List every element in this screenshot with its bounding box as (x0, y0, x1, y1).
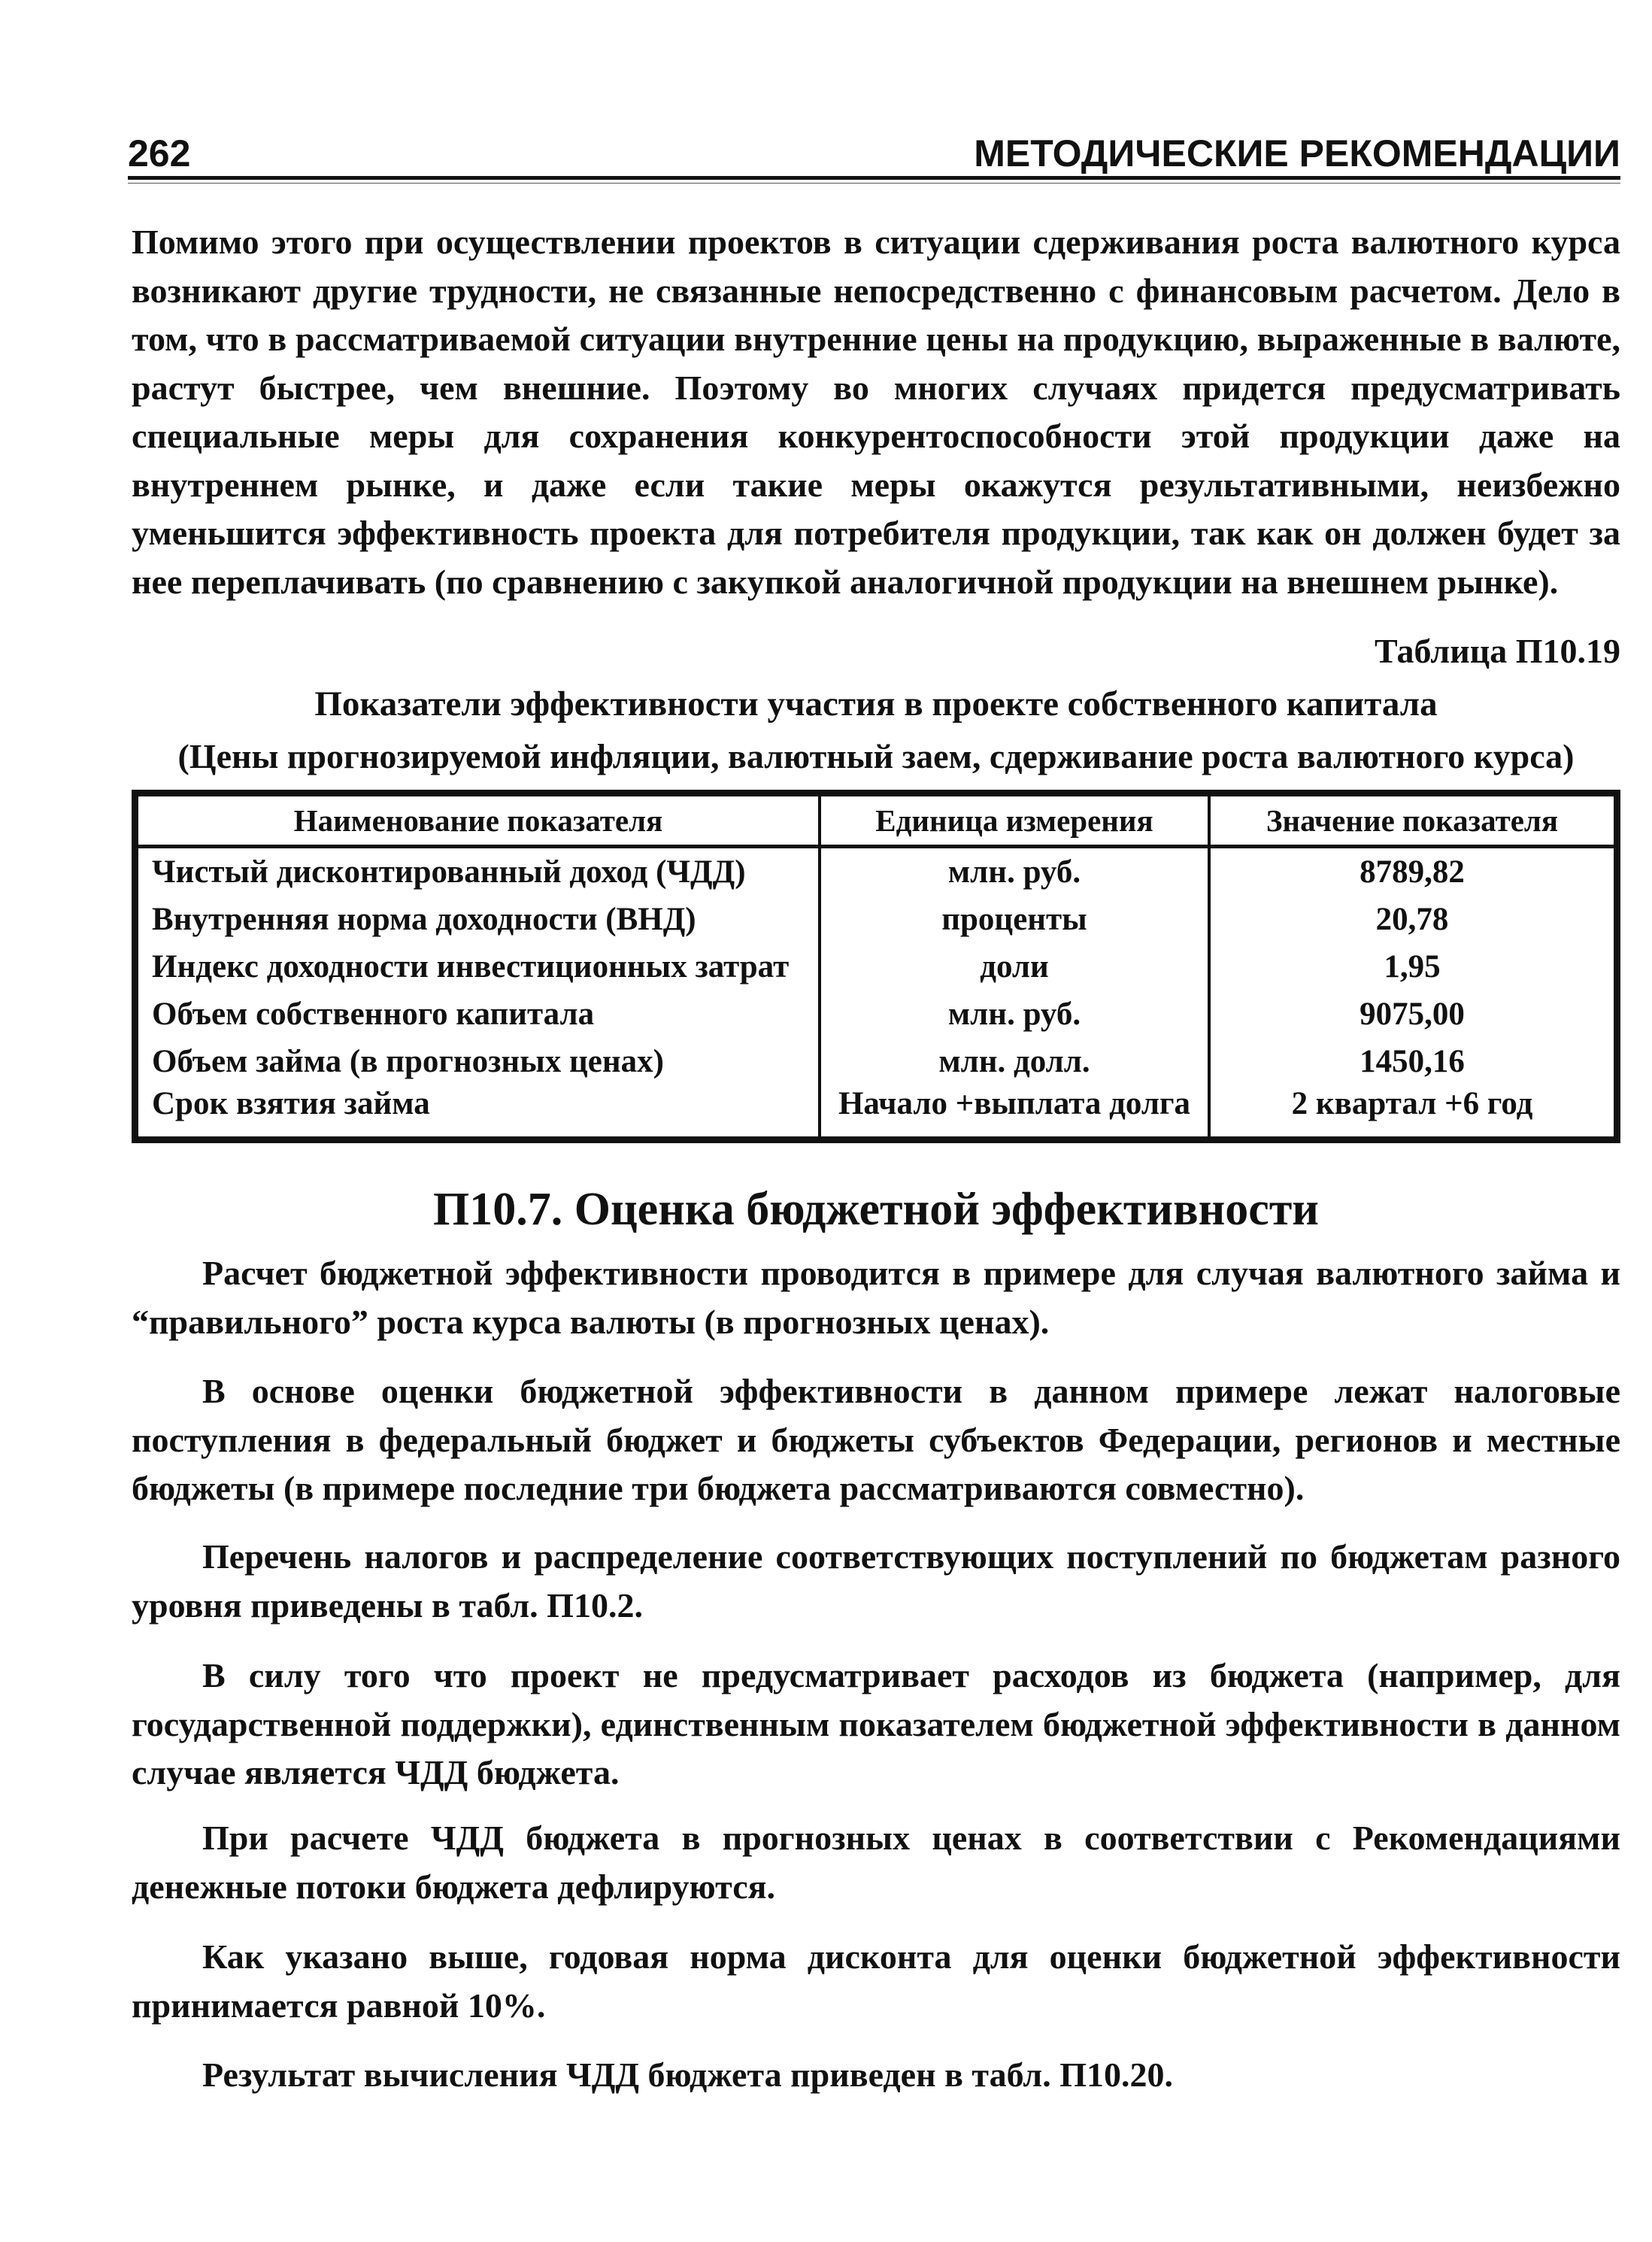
cell-unit: млн. долл. (820, 1038, 1209, 1085)
page-number: 262 (128, 132, 191, 174)
table-caption: Таблица П10.19 (1375, 632, 1620, 670)
body-paragraph: Как указано выше, годовая норма дисконта для оценки бюджетной эффективности принимается равной 10%. (132, 1937, 1620, 2025)
column-header-value: Значение показателя (1209, 793, 1617, 847)
table-row (135, 1085, 1617, 1140)
running-title: МЕТОДИЧЕСКИЕ РЕКОМЕНДАЦИИ (974, 132, 1620, 174)
cell-indicator-name: Чистый дисконтированный доход (ЧДД) (152, 854, 746, 890)
table-header-row (135, 793, 1617, 847)
cell-value: 1,95 (1209, 943, 1617, 991)
body-paragraph: В основе оценки бюджетной эффективности в данном примере лежат налоговые поступления в федеральный бюджет и бюджеты субъектов Федерации, регионов и местные бюджеты (в примере последние три бюджета рассматриваются совместно). (132, 1372, 1620, 1507)
cell-value: 20,78 (1209, 896, 1617, 943)
body-paragraph: Перечень налогов и распределение соответствующих поступлений по бюджетам разного уровня приведены в табл. П10.2. (132, 1537, 1620, 1625)
table-row (135, 847, 1617, 896)
cell-value: 1450,16 (1209, 1038, 1617, 1085)
cell-value: 8789,82 (1209, 847, 1617, 896)
cell-unit: Начало +выплата долга (820, 1085, 1209, 1140)
indicators-table (132, 790, 1620, 1143)
table-row (135, 943, 1617, 991)
body-paragraph: Расчет бюджетной эффективности проводится в примере для случая валютного займа и “правильного” роста курса валюты (в прогнозных ценах). (132, 1254, 1620, 1341)
cell-unit: млн. руб. (820, 847, 1209, 896)
header-rule (128, 176, 1620, 180)
page-header (128, 129, 1620, 177)
cell-value: 9075,00 (1209, 991, 1617, 1038)
cell-unit: млн. руб. (820, 991, 1209, 1038)
cell-indicator-name: Срок взятия займа (152, 1086, 430, 1121)
table-title: Показатели эффективности участия в проекте собственного капитала (314, 684, 1438, 724)
cell-value: 2 квартал +6 год (1209, 1085, 1617, 1140)
body-paragraph: Результат вычисления ЧДД бюджета приведен в табл. П10.20. (202, 2055, 1174, 2094)
table-row (135, 896, 1617, 943)
table-subtitle: (Цены прогнозируемой инфляции, валютный заем, сдерживание роста валютного курса) (177, 737, 1575, 775)
body-paragraph: При расчете ЧДД бюджета в прогнозных ценах в соответствии с Рекомендациями денежные потоки бюджета дефлируются. (132, 1819, 1620, 1906)
column-header-unit: Единица измерения (820, 793, 1209, 847)
cell-indicator-name: Объем собственного капитала (152, 997, 595, 1032)
intro-paragraph: Помимо этого при осуществлении проектов в ситуации сдерживания роста валютного курса возникают другие трудности, не связанные непосредственно с финансовым расчетом. Дело в том, что в рассматриваемой ситуации внутренние цены на продукцию, выраженные в валюте, растут быстрее, чем внешние. Поэтому во многих случаях придется предусматривать специальные меры для сохранения конкурентоспособности этой продукции даже на внутреннем рынке, и даже если такие меры окажутся результативными, неизбежно уменьшится эффективность проекта для потребителя продукции, так как он должен будет за нее переплачивать (по сравнению с закупкой аналогичной продукции на внешнем рынке). (132, 223, 1620, 601)
cell-indicator-name: Индекс доходности инвестиционных затрат (152, 949, 790, 984)
table-row (135, 1038, 1617, 1085)
cell-unit: доли (820, 943, 1209, 991)
cell-indicator-name: Объем займа (в прогнозных ценах) (152, 1044, 664, 1079)
cell-unit: проценты (820, 896, 1209, 943)
header-rule-thin (128, 183, 1620, 184)
cell-indicator-name: Внутренняя норма доходности (ВНД) (152, 902, 696, 937)
body-paragraph: В силу того что проект не предусматривает расходов из бюджета (например, для государственной поддержки), единственным показателем бюджетной эффективности в данном случае является ЧДД бюджета. (132, 1656, 1620, 1791)
column-header-name: Наименование показателя (135, 793, 820, 847)
table-row (135, 991, 1617, 1038)
section-heading: П10.7. Оценка бюджетной эффективности (433, 1184, 1319, 1235)
